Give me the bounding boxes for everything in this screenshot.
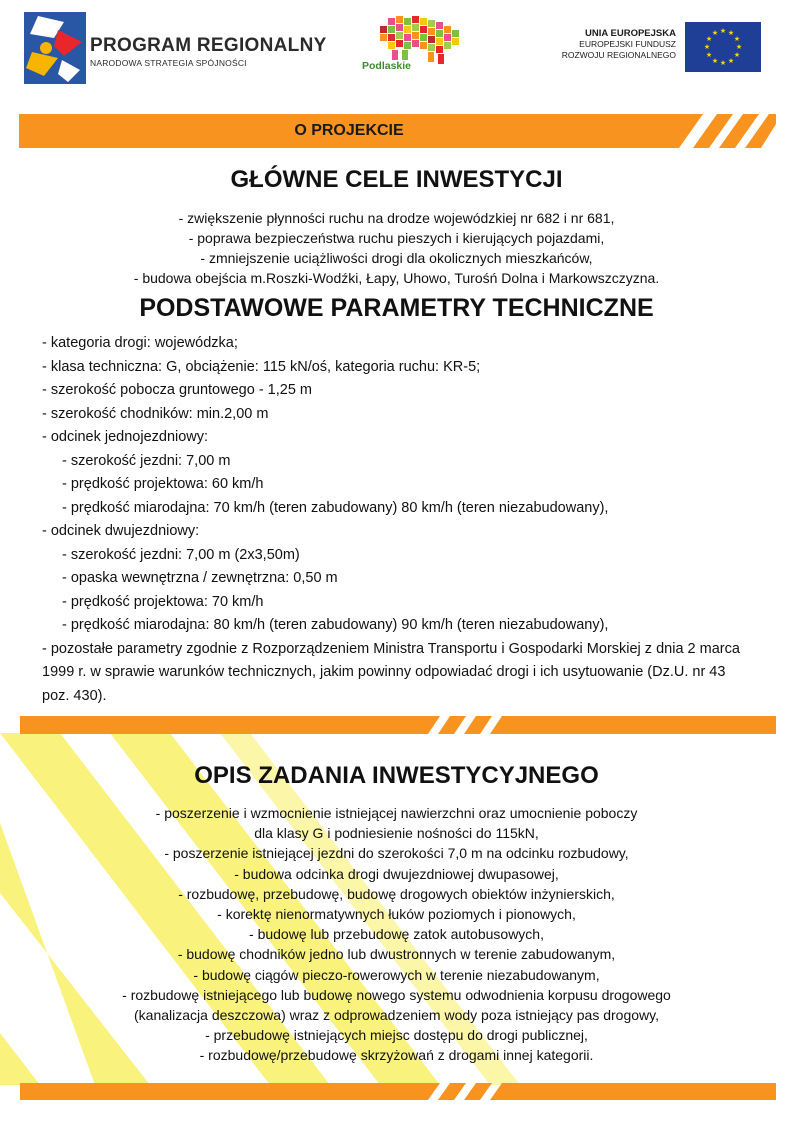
program-regionalny-logo-icon (24, 12, 86, 84)
section-band-label: O PROJEKCIE (294, 122, 404, 139)
list-item: - korektę nienormatywnych łuków poziomych i pionowych, (217, 906, 576, 923)
list-item: - budowę ciągów pieczo-rowerowych w terenie niezabudowanym, (193, 966, 600, 983)
svg-text:★: ★ (733, 51, 741, 59)
list-item: - budowę lub przebudowę zatok autobusowych, (249, 926, 544, 943)
list-item: - zwiększenie płynności ruchu na drodze wojewódzkiej nr 682 i nr 681, (178, 210, 615, 226)
svg-text:★: ★ (705, 51, 713, 59)
svg-text:★: ★ (719, 27, 727, 35)
svg-text:★: ★ (705, 35, 713, 43)
list-item: - opaska wewnętrzna / zewnętrzna: 0,50 m (62, 570, 338, 586)
list-item: - rozbudowę istniejącego lub budowę nowego systemu odwodnienia korpusu drogowego (122, 986, 671, 1003)
page-header (0, 0, 793, 105)
list-item: - rozbudowę, przebudowę, budowę drogowych obiektów inżynierskich, (178, 885, 615, 902)
eu-flag-icon (685, 22, 761, 72)
list-item: - poszerzenie i wzmocnienie istniejącej nawierzchni oraz umocnienie poboczy (155, 805, 638, 821)
parametry-list (42, 332, 742, 708)
list-item: - rozbudowę/przebudowę skrzyżowań z drogami innej kategorii. (199, 1047, 594, 1064)
eu-text (540, 28, 676, 61)
program-title: PROGRAM REGIONALNY (90, 35, 327, 56)
svg-text:★: ★ (711, 29, 719, 37)
eu-development-line: ROZWOJU REGIONALNEGO (561, 50, 676, 60)
list-item: - prędkość projektowa: 70 km/h (62, 593, 264, 610)
list-item: - poprawa bezpieczeństwa ruchu pieszych i kierujących pojazdami, (188, 230, 605, 246)
eu-fund-line: EUROPEJSKI FUNDUSZ (579, 39, 676, 49)
svg-text:★: ★ (711, 57, 719, 65)
cele-heading: GŁÓWNE CELE INWESTYCJI (230, 166, 563, 193)
section-band-bottom (20, 1083, 776, 1100)
program-subtitle: NARODOWA STRATEGIA SPÓJNOŚCI (90, 58, 247, 68)
list-item: - prędkość miarodajna: 70 km/h (teren zabudowany) 80 km/h (teren niezabudowany), (62, 499, 609, 516)
podlaskie-bison-icon (358, 12, 470, 90)
list-item: - przebudowę istniejących miejsc dostępu do drogi publicznej, (205, 1027, 588, 1044)
list-item: - budowa odcinka drogi dwujezdniowej dwupasowej, (234, 865, 559, 882)
list-item: - pozostałe parametry zgodnie z Rozporządzeniem Ministra Transportu i Gospodarki Morskiej z dnia 2 marca 1999 r. w sprawie warunków technicznych, jakim powinny odpowiadać drogi i ich usytuowanie (Dz.U. nr 43 poz. 430). (42, 640, 740, 704)
svg-text:★: ★ (727, 57, 735, 65)
list-item: - odcinek dwujezdniowy: (42, 523, 200, 539)
cele-list (0, 208, 793, 288)
opis-list (0, 803, 793, 1066)
opis-heading: OPIS ZADANIA INWESTYCYJNEGO (194, 762, 599, 789)
list-item: - zmniejszenie uciążliwości drogi dla okolicznych mieszkańców, (200, 250, 593, 266)
list-item: - poszerzenie istniejącej jezdni do szerokości 7,0 m na odcinku rozbudowy, (164, 845, 629, 862)
list-item: - szerokość jezdni: 7,00 m (62, 452, 231, 469)
parametry-heading: PODSTAWOWE PARAMETRY TECHNICZNE (139, 294, 654, 322)
list-item: - szerokość jezdni: 7,00 m (2x3,50m) (62, 546, 300, 563)
svg-text:★: ★ (727, 29, 735, 37)
list-item: - szerokość pobocza gruntowego - 1,25 m (42, 382, 312, 398)
list-item: - prędkość miarodajna: 80 km/h (teren zabudowany) 90 km/h (teren niezabudowany), (62, 617, 609, 633)
list-item: (kanalizacja deszczowa) wraz z odprowadzeniem wody poza istniejący pas drogowy, (134, 1007, 659, 1024)
svg-text:★: ★ (735, 43, 743, 51)
list-item: - szerokość chodników: min.2,00 m (42, 405, 269, 422)
list-item: dla klasy G i podniesienie nośności do 115kN, (254, 825, 539, 842)
section-band-middle (20, 716, 776, 734)
list-item: - budowa obejścia m.Roszki-Wodźki, Łapy, Uhowo, Turośń Dolna i Markowszczyzna. (133, 270, 660, 286)
list-item: - odcinek jednojezdniowy: (42, 429, 209, 445)
podlaskie-label: Podlaskie (362, 60, 412, 72)
list-item: - prędkość projektowa: 60 km/h (62, 476, 264, 492)
list-item: - kategoria drogi: wojewódzka; (42, 335, 238, 351)
svg-text:★: ★ (703, 43, 711, 51)
svg-text:★: ★ (719, 59, 727, 67)
program-regionalny-text (90, 36, 327, 68)
list-item: - klasa techniczna: G, obciążenie: 115 kN/oś, kategoria ruchu: KR-5; (42, 358, 481, 375)
list-item: - budowę chodników jedno lub dwustronnych w terenie zabudowanym, (177, 946, 616, 963)
eu-title: UNIA EUROPEJSKA (585, 28, 676, 39)
svg-text:★: ★ (733, 35, 741, 43)
